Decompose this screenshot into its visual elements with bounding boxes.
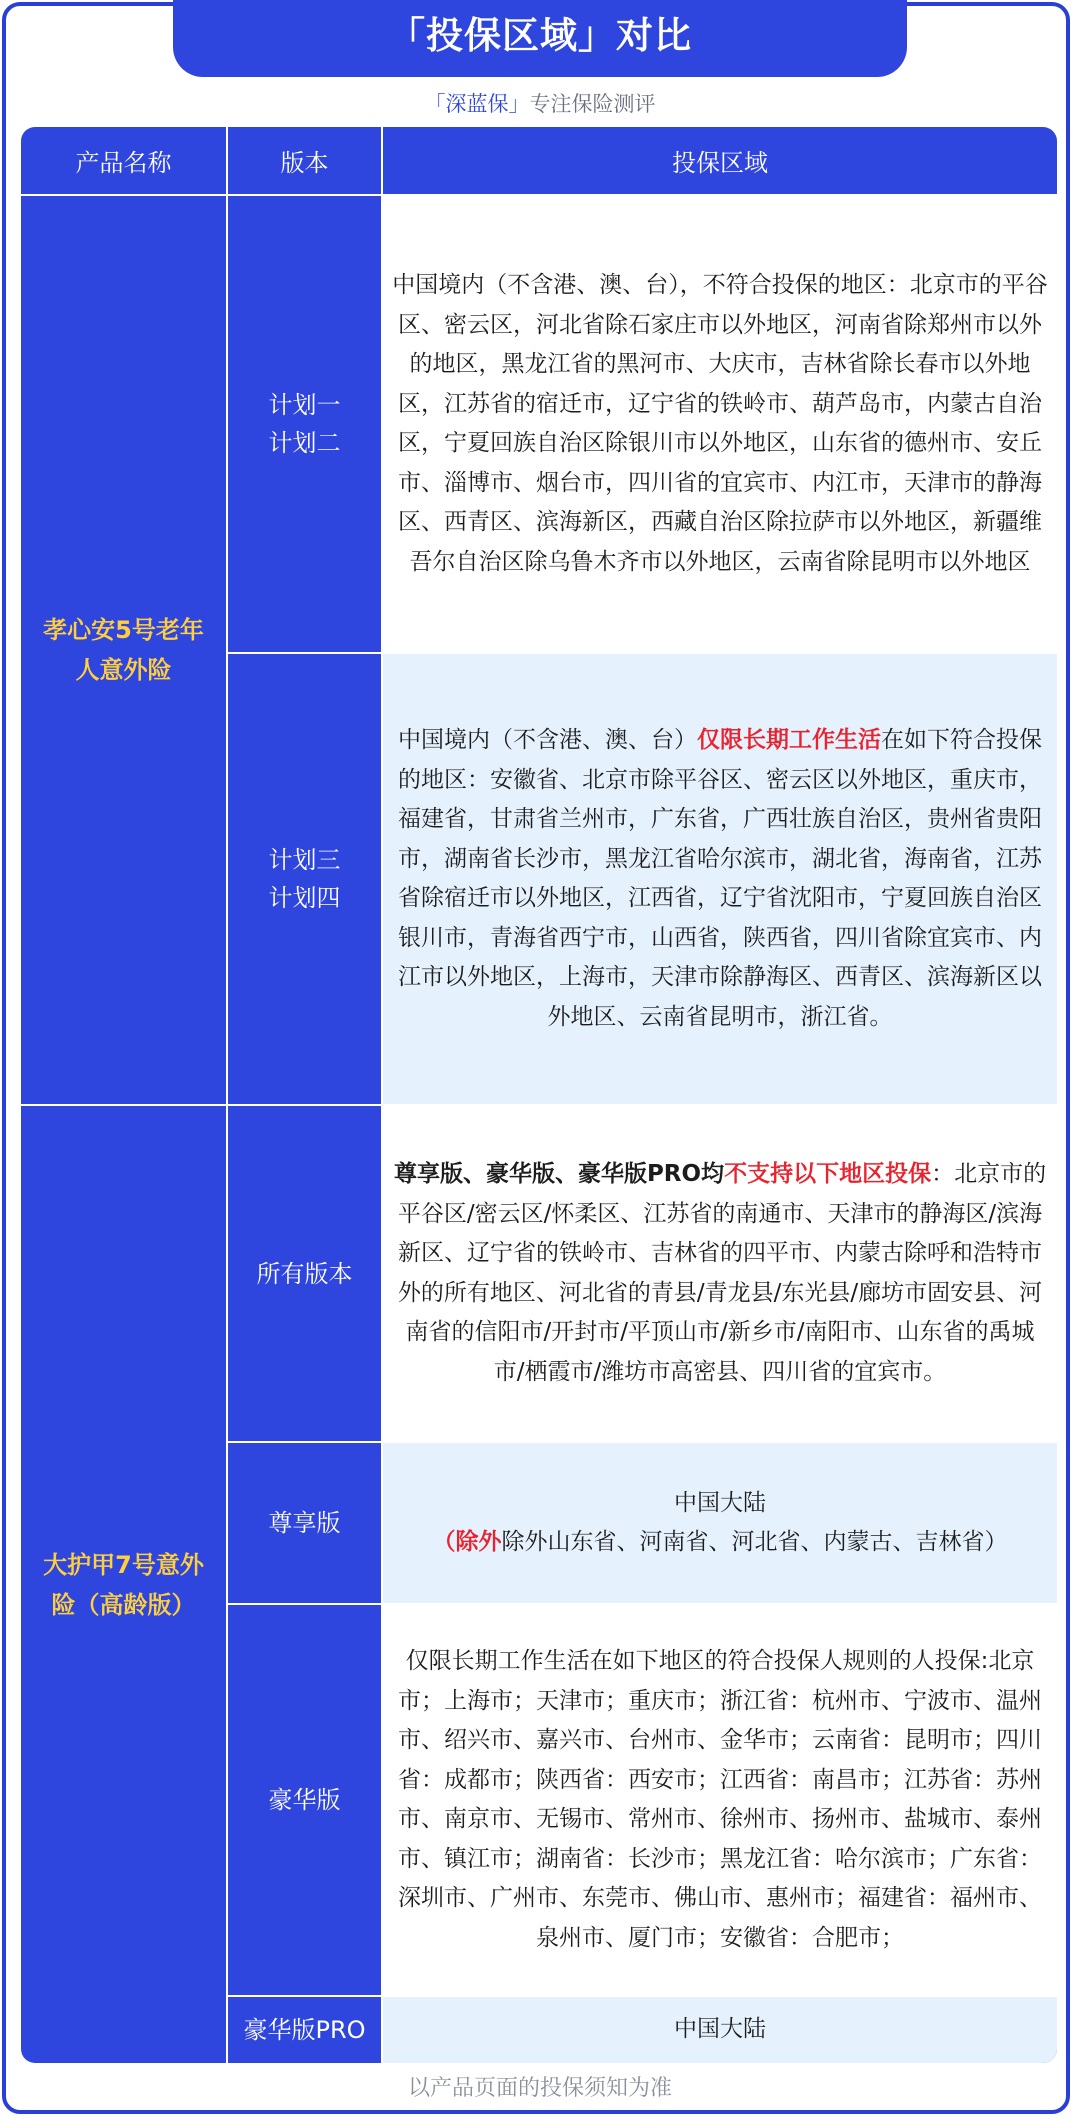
divider bbox=[226, 1441, 1057, 1443]
divider bbox=[381, 127, 383, 2063]
page-title: 「投保区域」对比 bbox=[173, 0, 907, 77]
footer-note: 以产品页面的投保须知为准 bbox=[407, 2076, 672, 2101]
brand-name: 「深蓝保」 bbox=[424, 92, 530, 116]
divider bbox=[226, 652, 1057, 654]
subtitle bbox=[0, 86, 1080, 122]
header-area: 投保区域 bbox=[672, 149, 768, 177]
version-plan-1-2: 计划一 计划二 bbox=[228, 196, 381, 652]
area-plan-1-2: 中国境内（不含港、澳、台），不符合投保的地区：北京市的平谷区、密云区，河北省除石家庄市以外地区，河南省除郑州市以外的地区，黑龙江省的黑河市、大庆市，吉林省除长春市以外地区，江苏省的宿迁市，辽宁省的铁岭市、葫芦岛市，内蒙古自治区，宁夏回族自治区除银川市以外地区，山东省的德州市、安丘市、淄博市、烟台市，四川省的宜宾市、内江市，天津市的静海区、西青区、滨海新区，西藏自治区除拉萨市以外地区，新疆维吾尔自治区除乌鲁木齐市以外地区，云南省除昆明市以外地区 bbox=[383, 196, 1057, 652]
comparison-table bbox=[21, 127, 1057, 2063]
highlight-not-supported: 不支持以下地区投保 bbox=[724, 1161, 932, 1187]
area-zunxiang: 中国大陆 （除外除外山东省、河南省、河北省、内蒙古、吉林省） bbox=[383, 1443, 1057, 1603]
version-all: 所有版本 bbox=[228, 1106, 381, 1441]
area-haohua-pro: 中国大陆 bbox=[383, 1997, 1057, 2063]
highlight-exclude: 除外 bbox=[455, 1529, 502, 1555]
header-product: 产品名称 bbox=[75, 149, 172, 177]
version-plan-3-4: 计划三 计划四 bbox=[228, 654, 381, 1104]
highlight-long-term: 仅限长期工作生活 bbox=[697, 727, 881, 753]
version-haohua: 豪华版 bbox=[228, 1605, 381, 1995]
divider bbox=[226, 1603, 1057, 1605]
divider bbox=[226, 1995, 1057, 1997]
area-all-versions: 尊享版、豪华版、豪华版PRO均不支持以下地区投保：北京市的平谷区/密云区/怀柔区、江苏省的南通市、天津市的静海区/滨海新区、辽宁省的铁岭市、吉林省的四平市、内蒙古除呼和浩特市外的所有地区、河北省的青县/青龙县/东光县/廊坊市固安县、河南省的信阳市/开封市/平顶山市/新乡市/南阳市、山东省的禹城市/栖霞市/潍坊市高密县、四川省的宜宾市。 bbox=[383, 1106, 1057, 1441]
header-version: 版本 bbox=[280, 149, 329, 177]
area-haohua: 仅限长期工作生活在如下地区的符合投保人规则的人投保:北京市；上海市；天津市；重庆市；浙江省：杭州市、宁波市、温州市、绍兴市、嘉兴市、台州市、金华市；云南省：昆明市；四川省：成都市；陕西省：西安市；江西省：南昌市；江苏省：苏州市、南京市、无锡市、常州市、徐州市、扬州市、盐城市、泰州市、镇江市；湖南省：长沙市；黑龙江省：哈尔滨市；广东省：深圳市、广州市、东莞市、佛山市、惠州市；福建省：福州市、泉州市、厦门市；安徽省：合肥市； bbox=[383, 1605, 1057, 1995]
divider bbox=[21, 1104, 1057, 1106]
divider bbox=[21, 194, 1057, 196]
area-plan-3-4: 中国境内（不含港、澳、台）仅限长期工作生活在如下符合投保的地区：安徽省、北京市除平谷区、密云区以外地区，重庆市，福建省，甘肃省兰州市，广东省，广西壮族自治区，贵州省贵阳市，湖南省长沙市，黑龙江省哈尔滨市，湖北省，海南省，江苏省除宿迁市以外地区，江西省，辽宁省沈阳市，宁夏回族自治区银川市，青海省西宁市，山西省，陕西省，四川省除宜宾市、内江市以外地区，上海市，天津市除静海区、西青区、滨海新区以外地区、云南省昆明市，浙江省。 bbox=[383, 654, 1057, 1104]
brand-slogan: 专注保险测评 bbox=[529, 92, 656, 116]
version-haohua-pro: 豪华版PRO bbox=[228, 1997, 381, 2063]
version-zunxiang: 尊享版 bbox=[228, 1443, 381, 1603]
divider bbox=[226, 127, 228, 2063]
product-name-2: 大护甲7号意外险（高龄版） bbox=[43, 1550, 204, 1619]
product-name-1: 孝心安5号老年人意外险 bbox=[43, 616, 204, 684]
